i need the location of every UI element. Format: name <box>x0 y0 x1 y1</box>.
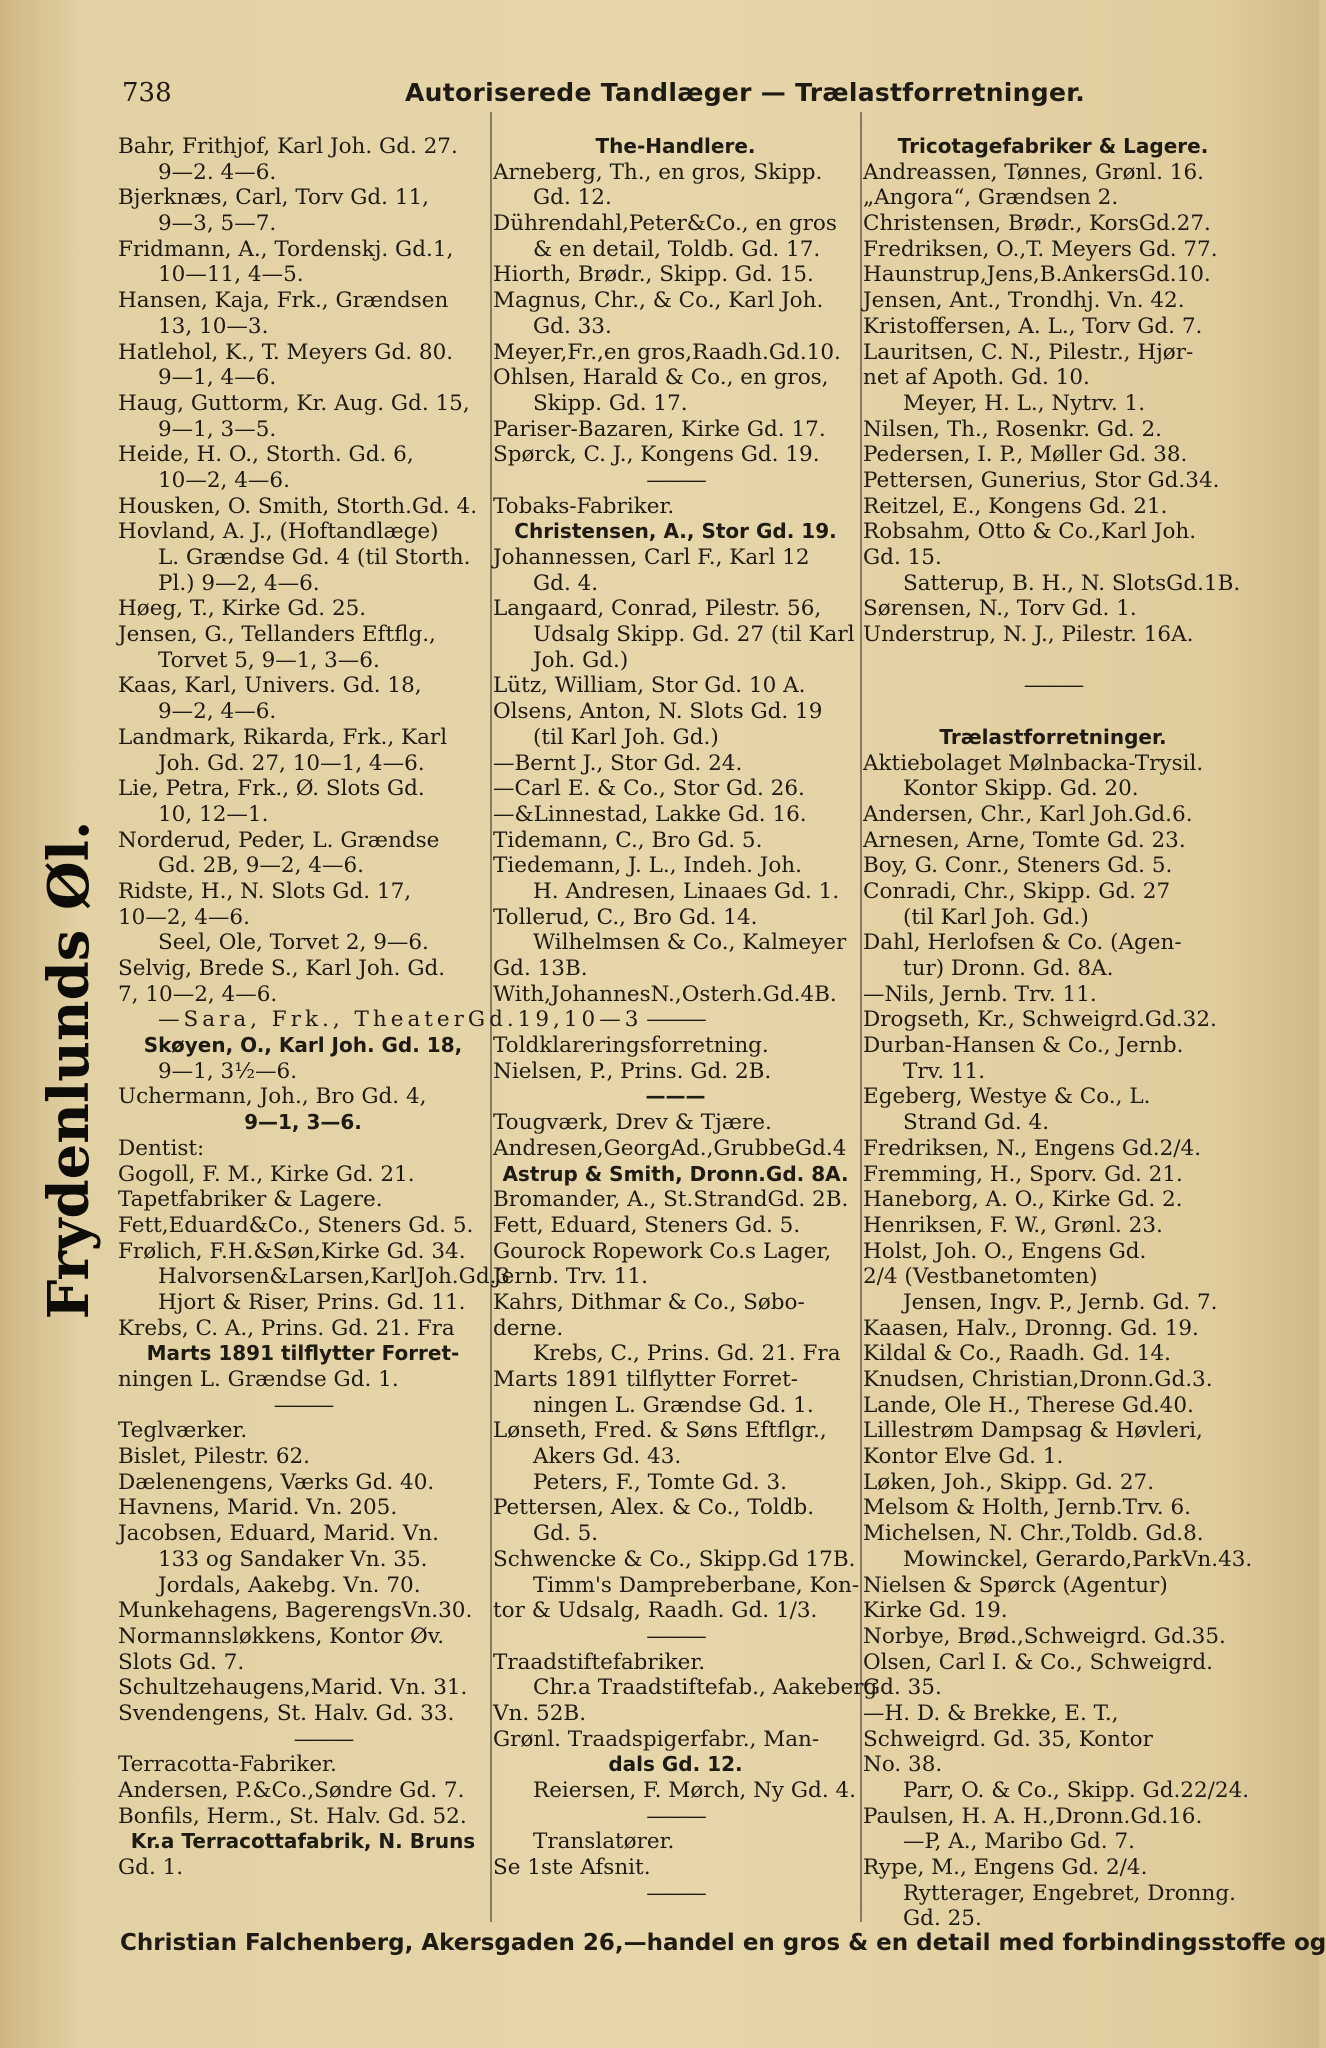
directory-entry-line: Kontor Elve Gd. 1. <box>863 1444 1064 1470</box>
section-heading: Kr.a Terracottafabrik, N. Bruns <box>130 1829 476 1854</box>
directory-entry-line: 9—2. 4—6. <box>158 159 277 185</box>
directory-entry-line: Nielsen & Spørck (Agentur) <box>863 1572 1168 1598</box>
directory-entry-line: No. 38. <box>863 1752 943 1778</box>
directory-entry-line: Gd. 15. <box>863 545 942 570</box>
directory-entry-line: Bjerknæs, Carl, Torv Gd. 11, <box>118 185 430 211</box>
side-advertisement <box>24 820 114 1320</box>
directory-entry-line: Gd. 12. <box>533 185 612 211</box>
directory-entry-line: 9—2, 4—6. <box>158 699 277 725</box>
directory-entry-line: 9—1, 3—5. <box>158 416 277 442</box>
section-heading: dals Gd. 12. <box>608 1752 743 1777</box>
directory-entry-line: Michelsen, N. Chr.,Toldb. Gd.8. <box>863 1521 1204 1547</box>
directory-entry-line: Drogseth, Kr., Schweigrd.Gd.32. <box>863 1007 1217 1033</box>
directory-entry-line: Ridste, H., N. Slots Gd. 17, <box>118 878 412 904</box>
directory-entry-line: Pedersen, I. P., Møller Gd. 38. <box>863 442 1188 468</box>
section-heading: The-Handlere. <box>595 134 756 158</box>
directory-entry-line: Lillestrøm Dampsag & Høvleri, <box>863 1418 1203 1444</box>
directory-entry-line: Marts 1891 tilflytter Forret- <box>493 1367 799 1392</box>
directory-entry-line: Lütz, William, Stor Gd. 10 A. <box>493 673 806 699</box>
directory-entry-line: —Nils, Jernb. Trv. 11. <box>863 981 1097 1007</box>
directory-entry-line: Akers Gd. 43. <box>533 1444 682 1470</box>
page-number: 738 <box>122 78 172 108</box>
directory-entry-line: Tollerud, C., Bro Gd. 14. <box>493 904 758 930</box>
directory-entry-line: Haug, Guttorm, Kr. Aug. Gd. 15, <box>118 390 470 416</box>
directory-entry-line: —P, A., Maribo Gd. 7. <box>903 1829 1135 1855</box>
directory-entry-line: Reitzel, E., Kongens Gd. 21. <box>863 493 1168 519</box>
directory-entry-line: Jensen, Ant., Trondhj. Vn. 42. <box>863 288 1185 314</box>
directory-entry-line: Hiorth, Brødr., Skipp. Gd. 15. <box>493 262 814 288</box>
directory-entry-line: Johannessen, Carl F., Karl 12 <box>493 545 810 570</box>
directory-entry-line: Schultzehaugens,Marid. Vn. 31. <box>118 1675 468 1701</box>
directory-entry-line: Kahrs, Dithmar & Co., Søbo- <box>493 1289 805 1315</box>
directory-entry-line: Melsom & Holth, Jernb.Trv. 6. <box>863 1495 1191 1521</box>
directory-entry-line: „Angora“, Grændsen 2. <box>863 185 1119 211</box>
section-divider: ——— <box>646 1880 705 1906</box>
directory-entry-line: Robsahm, Otto & Co.,Karl Joh. <box>863 519 1197 545</box>
directory-entry-line: Tiedemann, J. L., Indeh. Joh. <box>493 853 802 879</box>
directory-entry-line: Satterup, B. H., N. SlotsGd.1B. <box>903 570 1241 596</box>
directory-entry-line: Pettersen, Gunerius, Stor Gd.34. <box>863 467 1220 493</box>
directory-entry-line: With,JohannesN.,Osterh.Gd.4B. <box>493 981 837 1007</box>
directory-entry-line: Spørck, C. J., Kongens Gd. 19. <box>493 442 820 468</box>
directory-entry-line: —&Linnestad, Lakke Gd. 16. <box>493 801 807 827</box>
directory-entry-line: Pariser-Bazaren, Kirke Gd. 17. <box>493 416 826 442</box>
directory-entry-line <box>863 699 1243 725</box>
directory-entry-line: Dælenengens, Værks Gd. 40. <box>118 1469 435 1495</box>
directory-entry-line: Jordals, Aakebg. Vn. 70. <box>158 1572 421 1598</box>
directory-entry-line: Rytterager, Engebret, Dronng. <box>903 1880 1236 1906</box>
directory-entry-line: Andersen, Chr., Karl Joh.Gd.6. <box>863 801 1193 827</box>
directory-entry-line: Fett,Eduard&Co., Steners Gd. 5. <box>118 1212 474 1238</box>
directory-entry-line: Halvorsen&Larsen,KarlJoh.Gd.3 <box>158 1264 511 1290</box>
directory-entry-line: Langaard, Conrad, Pilestr. 56, <box>493 596 822 622</box>
directory-entry-line: Olsen, Carl I. & Co., Schweigrd. <box>863 1649 1213 1675</box>
page-title: Autoriserede Tandlæger — Trælastforretninger. <box>405 78 1086 107</box>
directory-entry-line: Skipp. Gd. 17. <box>533 390 688 416</box>
column-middle <box>493 134 878 1906</box>
directory-entry-line: 2/4 (Vestbanetomten) <box>863 1264 1098 1290</box>
directory-entry-line: Hatlehol, K., T. Meyers Gd. 80. <box>118 339 454 365</box>
directory-entry-line: Normannsløkkens, Kontor Øv. <box>118 1623 445 1649</box>
directory-entry-line: Tidemann, C., Bro Gd. 5. <box>493 827 763 853</box>
section-divider: ——— <box>1023 673 1083 699</box>
directory-entry-line: Olsens, Anton, N. Slots Gd. 19 <box>493 699 823 725</box>
directory-entry-line: & en detail, Toldb. Gd. 17. <box>533 236 821 262</box>
column-divider-right <box>860 112 862 1922</box>
footer-advertisement: Christian Falchenberg, Akersgaden 26,—handel en gros & en detail med forbindingsstoffe og <box>120 1930 1326 1956</box>
directory-entry-line: Tobaks-Fabriker. <box>493 493 675 519</box>
directory-entry-line: Munkehagens, BagerengsVn.30. <box>118 1598 473 1624</box>
directory-entry-line: 10—2, 4—6. <box>118 904 250 930</box>
directory-entry-line: Joh. Gd.) <box>533 647 629 673</box>
directory-entry-line: Reiersen, F. Mørch, Ny Gd. 4. <box>533 1778 857 1803</box>
directory-entry-line: Kaasen, Halv., Dronng. Gd. 19. <box>863 1315 1199 1341</box>
directory-entry-line: Vn. 52B. <box>493 1700 587 1726</box>
section-heading: ——— <box>645 1084 706 1109</box>
directory-entry-line: Durban-Hansen & Co., Jernb. <box>863 1033 1184 1059</box>
directory-entry-line: Landmark, Rikarda, Frk., Karl <box>118 724 448 750</box>
directory-entry-line: Rype, M., Engens Gd. 2/4. <box>863 1855 1148 1881</box>
directory-entry-line: Nielsen, P., Prins. Gd. 2B. <box>493 1058 772 1084</box>
directory-entry-line: Bislet, Pilestr. 62. <box>118 1444 311 1470</box>
directory-entry-line: Meyer, H. L., Nytrv. 1. <box>903 390 1146 416</box>
directory-entry-line: Andersen, P.&Co.,Søndre Gd. 7. <box>118 1778 465 1803</box>
directory-entry-line: ningen L. Grændse Gd. 1. <box>533 1392 814 1418</box>
section-heading: 9—1, 3—6. <box>244 1110 362 1135</box>
directory-entry-line: Krebs, C., Prins. Gd. 21. Fra <box>533 1341 841 1367</box>
directory-entry-line: Teglværker. <box>118 1418 248 1444</box>
directory-entry-line: Udsalg Skipp. Gd. 27 (til Karl <box>533 622 855 648</box>
directory-entry-line: Andresen,GeorgAd.,GrubbeGd.4 <box>493 1135 847 1161</box>
directory-entry-line: Løken, Joh., Skipp. Gd. 27. <box>863 1469 1155 1495</box>
section-heading: Tricotagefabriker & Lagere. <box>897 134 1209 158</box>
directory-entry-line: Parr, O. & Co., Skipp. Gd.22/24. <box>903 1778 1250 1803</box>
directory-entry-line: Toldklareringsforretning. <box>493 1033 769 1059</box>
directory-entry-line: Terracotta-Fabriker. <box>118 1752 337 1778</box>
directory-entry-line: Gd. 4. <box>533 570 599 596</box>
directory-entry-line: Conradi, Chr., Skipp. Gd. 27 <box>863 878 1171 904</box>
directory-entry-line: Timm's Dampreberbane, Kon- <box>533 1572 860 1598</box>
section-divider: ——— <box>646 1623 705 1649</box>
directory-entry-line: Kaas, Karl, Univers. Gd. 18, <box>118 673 422 699</box>
directory-entry-line: Heide, H. O., Storth. Gd. 6, <box>118 442 414 468</box>
directory-entry-line: Fredriksen, N., Engens Gd.2/4. <box>863 1135 1202 1161</box>
directory-entry-line: Torvet 5, 9—1, 3—6. <box>158 647 380 673</box>
directory-entry-line: Kontor Skipp. Gd. 20. <box>903 776 1139 802</box>
directory-entry-line: 9—3, 5—7. <box>158 211 277 237</box>
directory-entry-line: 13, 10—3. <box>158 313 269 339</box>
directory-entry-line: Svendengens, St. Halv. Gd. 33. <box>118 1700 455 1726</box>
directory-entry-line: Chr.a Traadstiftefab., Aakeberg <box>533 1675 878 1701</box>
directory-entry-line: L. Grændse Gd. 4 (til Storth. <box>158 545 471 570</box>
directory-entry-line: Lande, Ole H., Therese Gd.40. <box>863 1392 1194 1418</box>
directory-entry-line: Understrup, N. J., Pilestr. 16A. <box>863 622 1194 648</box>
directory-entry-line: Høeg, T., Kirke Gd. 25. <box>118 596 367 622</box>
directory-entry-line: Uchermann, Joh., Bro Gd. 4, <box>118 1084 427 1110</box>
directory-entry-line: H. Andresen, Linaaes Gd. 1. <box>533 878 840 904</box>
directory-entry-line: Fremming, H., Sporv. Gd. 21. <box>863 1161 1183 1187</box>
directory-entry-line: Christensen, Brødr., KorsGd.27. <box>863 211 1211 237</box>
directory-entry-line: Tougværk, Drev & Tjære. <box>493 1110 772 1136</box>
directory-entry-line: —Bernt J., Stor Gd. 24. <box>493 750 743 776</box>
directory-entry-line: Joh. Gd. 27, 10—1, 4—6. <box>158 750 425 776</box>
directory-entry-line: Strand Gd. 4. <box>903 1110 1050 1136</box>
directory-entry-line: Dührendahl,Peter&Co., en gros <box>493 211 837 237</box>
directory-entry-line: Gd. 13B. <box>493 956 588 981</box>
directory-entry-line: Schwencke & Co., Skipp.Gd 17B. <box>493 1546 856 1572</box>
directory-entry-line: tur) Dronn. Gd. 8A. <box>903 956 1114 981</box>
directory-entry-line: Bonfils, Herm., St. Halv. Gd. 52. <box>118 1803 467 1829</box>
directory-entry-line: Traadstiftefabriker. <box>493 1649 706 1675</box>
directory-entry-line: 133 og Sandaker Vn. 35. <box>158 1546 428 1572</box>
section-divider: ——— <box>646 1007 705 1033</box>
directory-entry-line: (til Karl Joh. Gd.) <box>533 724 719 750</box>
directory-entry-line: Jensen, Ingv. P., Jernb. Gd. 7. <box>903 1289 1218 1315</box>
directory-entry-line: Lønseth, Fred. & Søns Eftflgr., <box>493 1418 827 1444</box>
directory-entry-line: Dahl, Herlofsen & Co. (Agen- <box>863 930 1182 956</box>
directory-entry-line: Pl.) 9—2, 4—6. <box>158 570 320 596</box>
directory-entry-line: Se 1ste Afsnit. <box>493 1855 651 1881</box>
directory-entry-line: Jacobsen, Eduard, Marid. Vn. <box>118 1521 439 1547</box>
directory-entry-line: Knudsen, Christian,Dronn.Gd.3. <box>863 1367 1213 1392</box>
directory-entry-line: Selvig, Brede S., Karl Joh. Gd. <box>118 956 446 981</box>
directory-entry-line: derne. <box>493 1315 564 1341</box>
directory-entry-line: Bahr, Frithjof, Karl Joh. Gd. 27. <box>118 134 458 159</box>
section-divider: ——— <box>646 1803 705 1829</box>
directory-entry-line <box>863 648 1243 674</box>
directory-entry-line: 10—2, 4—6. <box>158 467 290 493</box>
side-advertisement-text: Frydenlunds Øl. <box>36 820 102 1320</box>
directory-entry-line: Housken, O. Smith, Storth.Gd. 4. <box>118 493 478 519</box>
directory-entry-line: Sørensen, N., Torv Gd. 1. <box>863 596 1137 622</box>
directory-entry-line: 9—1, 4—6. <box>158 365 277 391</box>
directory-entry-line: Tapetfabriker & Lagere. <box>118 1187 383 1213</box>
directory-entry-line: Gourock Ropework Co.s Lager, <box>493 1238 832 1264</box>
section-subheading: —Sara, Frk., TheaterGd.19,10—3 <box>158 1007 643 1033</box>
section-divider: ——— <box>273 1392 333 1418</box>
section-heading: Astrup & Smith, Dronn.Gd. 8A. <box>502 1161 849 1186</box>
directory-entry-line: Haneborg, A. O., Kirke Gd. 2. <box>863 1187 1183 1213</box>
directory-entry-line: net af Apoth. Gd. 10. <box>863 365 1090 391</box>
directory-entry-line: Paulsen, H. A. H.,Dronn.Gd.16. <box>863 1803 1203 1829</box>
directory-entry-line: Boy, G. Conr., Steners Gd. 5. <box>863 853 1173 879</box>
directory-entry-line: Pettersen, Alex. & Co., Toldb. <box>493 1495 815 1521</box>
directory-entry-line: Kristoffersen, A. L., Torv Gd. 7. <box>863 313 1203 339</box>
column-right <box>863 134 1253 1932</box>
directory-entry-line: (til Karl Joh. Gd.) <box>903 904 1089 930</box>
directory-entry-line: Krebs, C. A., Prins. Gd. 21. Fra <box>118 1315 455 1341</box>
directory-entry-line: Mowinckel, Gerardo,ParkVn.43. <box>903 1546 1253 1572</box>
directory-entry-line: Frølich, F.H.&Søn,Kirke Gd. 34. <box>118 1238 466 1264</box>
directory-entry-line: Dentist: <box>118 1135 205 1161</box>
section-heading: Marts 1891 tilflytter Forret- <box>146 1341 460 1366</box>
directory-entry-line: Henriksen, F. W., Grønl. 23. <box>863 1212 1163 1238</box>
directory-entry-line: Peters, F., Tomte Gd. 3. <box>533 1469 787 1495</box>
directory-entry-line: Gd. 5. <box>533 1521 599 1547</box>
directory-entry-line: Magnus, Chr., & Co., Karl Joh. <box>493 288 824 314</box>
directory-entry-line: Jensen, G., Tellanders Eftflg., <box>118 622 436 648</box>
directory-entry-line: tor & Udsalg, Raadh. Gd. 1/3. <box>493 1598 818 1624</box>
directory-entry-line: Fett, Eduard, Steners Gd. 5. <box>493 1212 801 1238</box>
directory-entry-line: Norbye, Brød.,Schweigrd. Gd.35. <box>863 1623 1226 1649</box>
directory-entry-line: Nilsen, Th., Rosenkr. Gd. 2. <box>863 416 1162 442</box>
section-heading: Trælastforretninger. <box>939 724 1167 749</box>
directory-entry-line: Ohlsen, Harald & Co., en gros, <box>493 365 829 391</box>
directory-entry-line: Gd. 1. <box>118 1855 184 1881</box>
directory-entry-line: Lauritsen, C. N., Pilestr., Hjør- <box>863 339 1194 365</box>
directory-entry-line: Haunstrup,Jens,B.AnkersGd.10. <box>863 262 1211 288</box>
directory-entry-line: Kildal & Co., Raadh. Gd. 14. <box>863 1341 1171 1367</box>
directory-entry-line: Gogoll, F. M., Kirke Gd. 21. <box>118 1161 415 1187</box>
page-header <box>0 78 1319 118</box>
directory-entry-line: Seel, Ole, Torvet 2, 9—6. <box>158 930 429 956</box>
directory-entry-line: 10, 12—1. <box>158 801 269 827</box>
directory-entry-line: Slots Gd. 7. <box>118 1649 245 1675</box>
directory-entry-line: Lie, Petra, Frk., Ø. Slots Gd. <box>118 776 425 802</box>
directory-entry-line: Meyer,Fr.,en gros,Raadh.Gd.10. <box>493 339 841 365</box>
directory-entry-line: Gd. 33. <box>533 313 612 339</box>
directory-entry-line: Grønl. Traadspigerfabr., Man- <box>493 1726 820 1752</box>
directory-entry-line: Translatører. <box>533 1829 675 1855</box>
directory-entry-line: Fredriksen, O.,T. Meyers Gd. 77. <box>863 236 1218 262</box>
directory-entry-line: Gd. 35. <box>863 1675 942 1701</box>
directory-entry-line: Schweigrd. Gd. 35, Kontor <box>863 1726 1153 1752</box>
directory-entry-line: 9—1, 3½—6. <box>158 1058 298 1084</box>
directory-entry-line: —H. D. & Brekke, E. T., <box>863 1700 1119 1726</box>
section-heading: Skøyen, O., Karl Joh. Gd. 18, <box>143 1033 463 1058</box>
directory-entry-line: Gd. 25. <box>903 1906 982 1932</box>
directory-entry-line: Trv. 11. <box>903 1058 986 1084</box>
directory-entry-line: Aktiebolaget Mølnbacka-Trysil. <box>863 750 1204 776</box>
directory-entry-line: 7, 10—2, 4—6. <box>118 981 278 1007</box>
directory-entry-line: Holst, Joh. O., Engens Gd. <box>863 1238 1147 1264</box>
directory-entry-line: Jernb. Trv. 11. <box>493 1264 648 1290</box>
directory-entry-line: Arneberg, Th., en gros, Skipp. <box>493 159 823 185</box>
directory-entry-line: Andreassen, Tønnes, Grønl. 16. <box>863 159 1204 185</box>
directory-entry-line: Havnens, Marid. Vn. 205. <box>118 1495 398 1521</box>
directory-entry-line: Fridmann, A., Tordenskj. Gd.1, <box>118 236 454 262</box>
directory-entry-line: 10—11, 4—5. <box>158 262 304 288</box>
directory-entry-line: Hovland, A. J., (Hoftandlæge) <box>118 519 439 545</box>
directory-entry-line: Hansen, Kaja, Frk., Grændsen <box>118 288 449 314</box>
directory-entry-line: Norderud, Peder, L. Grændse <box>118 827 440 853</box>
directory-entry-line: Hjort & Riser, Prins. Gd. 11. <box>158 1289 466 1315</box>
directory-entry-line: Egeberg, Westye & Co., L. <box>863 1084 1151 1110</box>
section-heading: Christensen, A., Stor Gd. 19. <box>514 519 837 544</box>
directory-entry-line: ningen L. Grændse Gd. 1. <box>118 1367 399 1392</box>
section-divider: ——— <box>293 1726 353 1752</box>
section-divider: ——— <box>646 467 705 493</box>
directory-entry-line: —Carl E. & Co., Stor Gd. 26. <box>493 776 805 802</box>
directory-entry-line: Gd. 2B, 9—2, 4—6. <box>158 853 364 879</box>
directory-entry-line: Bromander, A., St.StrandGd. 2B. <box>493 1187 849 1213</box>
directory-entry-line: Arnesen, Arne, Tomte Gd. 23. <box>863 827 1186 853</box>
directory-entry-line: Wilhelmsen & Co., Kalmeyer <box>533 930 847 956</box>
directory-entry-line: Kirke Gd. 19. <box>863 1598 1008 1624</box>
